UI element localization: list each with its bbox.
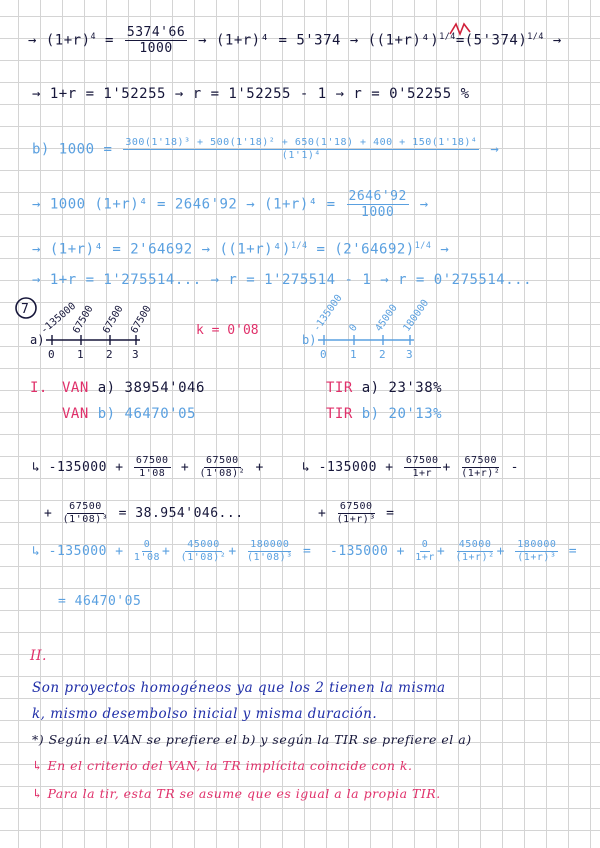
- part-b-lhs: 1000 =: [58, 141, 113, 158]
- left-calc-line-4: = 46470'05: [58, 594, 142, 609]
- left-calc-frac-1-num: 67500: [135, 455, 169, 466]
- part-b-label: b): [32, 141, 50, 158]
- section-ii-line-3: *) Según el VAN se prefiere el b) y según la TIR se prefiere el a): [32, 732, 472, 747]
- right-calc-line-1: ↳ -135000 + $\frac{67500}{1+r}$ + $\frac{67500}{\text{(1+r)²}}$ -: [302, 455, 519, 479]
- diagram-b-tick-3: 3: [406, 348, 413, 361]
- right-calc-line-3: -135000 + $\frac{0}{1+r}$ + $\frac{45000}{\text{(1+r)²}}$ + $\frac{180000}{\text{(1+r)³}}$ =: [330, 539, 578, 563]
- right-calc-l2-plus: +: [318, 506, 327, 521]
- eq1-exponent: 4: [90, 30, 97, 41]
- eq-line-1: [28, 26, 562, 55]
- diagram-a-value-0: -135000: [38, 300, 79, 337]
- left-calc-l2-plus: +: [44, 506, 53, 521]
- van-a-value: a) 38954'046: [97, 380, 205, 396]
- tir-b-label: TIR: [326, 406, 353, 422]
- diagram-a-label: a): [30, 333, 45, 347]
- part-b-fraction: [123, 138, 479, 161]
- van-a-row: [62, 380, 205, 396]
- left-calc-frac-3: [63, 502, 109, 525]
- diagram-b-tick-2: 2: [379, 348, 386, 361]
- left-calc-frac-5-num: 45000: [187, 539, 220, 550]
- right-calc-frac-2: [461, 456, 500, 479]
- left-calc-plus: +: [180, 460, 190, 475]
- part-b-line-4: → 1+r = 1'275514... → r = 1'275514 - 1 → r = 0'275514...: [32, 272, 533, 288]
- right-calc-frac-3-num: 67500: [339, 501, 373, 512]
- part-b-l2-tail: →: [419, 196, 429, 213]
- right-calc-frac-6: [515, 540, 558, 563]
- van-b-label: VAN: [62, 406, 89, 422]
- part-b-l3-text: → (1+r)⁴ = 2'64692 → ((1+r)⁴): [32, 241, 291, 258]
- left-calc-frac-4-den: 1'08: [133, 551, 161, 563]
- left-calc-frac-2: [200, 456, 246, 479]
- diagram-b-label: b): [302, 333, 317, 347]
- eq1-power: 1/4: [439, 30, 456, 41]
- right-calc-frac-1-den: 1+r: [412, 467, 432, 479]
- left-calc-frac-3-den: (1'08)³: [62, 513, 109, 525]
- left-calc-frac-2-num: 67500: [206, 455, 239, 466]
- eq1-numerator: 5374'66: [126, 25, 186, 40]
- diagram-a-value-1: 67500: [71, 303, 96, 336]
- tir-a-value: a) 23'38%: [361, 380, 443, 396]
- eq1-tail: →: [552, 32, 562, 49]
- right-calc-l2-equals: =: [386, 506, 395, 521]
- right-calc-frac-4: [415, 540, 435, 563]
- part-b-l2-text: → 1000 (1+r)⁴ = 2646'92 → (1+r)⁴ =: [32, 196, 336, 213]
- eq1-arrow: → (1+r): [28, 32, 91, 49]
- left-calc-line-3: ↳ -135000 + $\frac{0}{1'08}$ + $\frac{45000}{\text{(1'08)²}}$ + $\frac{180000}{\text{(1'08)³}}$ =: [32, 539, 312, 563]
- left-calc-frac-1: [134, 456, 171, 479]
- left-calc-line-2: [44, 502, 244, 525]
- section-ii-line-2: k, mismo desembolso inicial y misma duración.: [32, 706, 378, 722]
- eq-line-2: → 1+r = 1'52255 → r = 1'52255 - 1 → r = 0'52255 %: [32, 86, 470, 102]
- section-ii-line-1: Son proyectos homogéneos ya que los 2 tienen la misma: [32, 680, 446, 696]
- tir-b-row: [326, 406, 442, 422]
- left-calc-l1-tail: +: [255, 460, 264, 475]
- eq1-denominator: 1000: [139, 40, 173, 56]
- eq1-rest2: =(5'374): [455, 32, 528, 49]
- part-b-line-1: [32, 138, 499, 161]
- red-strikethrough-scribble: [448, 20, 472, 40]
- diagram-b-value-3: 180000: [401, 297, 432, 334]
- part-b-line-3: [32, 240, 449, 258]
- left-calc-frac-5-den: (1'08)²: [180, 551, 227, 563]
- part-b-denominator: (1'1)⁴: [281, 149, 321, 161]
- part-b-l2-fraction: [347, 190, 409, 219]
- left-calc-frac-6-den: (1'08)³: [246, 551, 293, 563]
- left-calc-frac-5: [181, 540, 227, 563]
- right-calc-frac-3: [337, 502, 376, 525]
- right-calc-l3-start: -135000 +: [330, 544, 405, 559]
- right-calc-frac-4-den: 1+r: [415, 551, 435, 563]
- right-calc-frac-5: [456, 540, 495, 563]
- left-calc-l3-equals: =: [302, 544, 312, 559]
- part-b-arrow: →: [490, 141, 500, 158]
- right-calc-l3-equals: =: [568, 544, 578, 559]
- part-b-l3-text-b: = (2'64692): [316, 241, 415, 258]
- diagram-b-tick-0: 0: [320, 348, 327, 361]
- diagram-b-value-2: 45000: [373, 302, 400, 334]
- left-calc-frac-6-num: 180000: [250, 539, 290, 550]
- left-calc-frac-2-den: (1'08)²: [199, 467, 246, 479]
- right-calc-frac-2-num: 67500: [464, 455, 498, 466]
- part-b-line-2: [32, 190, 429, 219]
- part-b-numerator: 300(1'18)³ + 500(1'18)² + 650(1'18) + 400 + 150(1'18)⁴: [125, 137, 478, 148]
- right-calc-frac-3-den: (1+r)³: [336, 513, 376, 525]
- van-b-value: b) 46470'05: [97, 406, 196, 422]
- tir-b-value: b) 20'13%: [361, 406, 443, 422]
- van-a-label: VAN: [62, 380, 89, 396]
- section-ii-numeral: II.: [30, 648, 48, 664]
- left-calc-l2-result: = 38.954'046...: [118, 506, 244, 521]
- section-ii-line-5: ↳ Para la tir, esta TR se asume que es igual a la propia TIR.: [32, 786, 441, 801]
- part-b-l2-denominator: 1000: [361, 204, 395, 220]
- left-calc-frac-6: [247, 540, 293, 563]
- part-b-l3-tail: →: [440, 241, 450, 258]
- diagram-a-value-3: 67500: [129, 303, 154, 336]
- section-ii-line-4: ↳ En el criterio del VAN, la TR implícita coincide con k.: [32, 758, 413, 773]
- part-b-l3-power: 1/4: [290, 240, 308, 250]
- right-calc-frac-5-num: 45000: [458, 539, 492, 550]
- section-i-numeral: I.: [30, 380, 48, 396]
- part-b-l2-numerator: 2646'92: [348, 189, 407, 204]
- diagram-a-tick-1: 1: [77, 348, 84, 361]
- part-b-l3-power2: 1/4: [414, 240, 432, 250]
- question-7-diagrams: [0, 290, 600, 370]
- eq1-power2: 1/4: [527, 30, 544, 41]
- right-calc-l1-start: ↳ -135000 +: [302, 460, 394, 475]
- tir-a-label: TIR: [326, 380, 353, 396]
- question-number: 7: [21, 302, 29, 317]
- left-calc-l3-start: ↳ -135000 +: [32, 544, 124, 559]
- diagram-b-value-0: -135000: [311, 292, 345, 334]
- right-calc-l1-tail: -: [510, 460, 519, 475]
- eq1-rest: → (1+r)⁴ = 5'374 → ((1+r)⁴): [198, 32, 440, 49]
- right-calc-line-2: [318, 502, 394, 525]
- discount-rate-label: k = 0'08: [196, 323, 259, 338]
- right-calc-frac-2-den: (1+r)²: [461, 467, 501, 479]
- right-calc-frac-6-den: (1+r)³: [517, 551, 557, 563]
- left-calc-frac-4-num: 0: [143, 539, 151, 550]
- diagram-a-tick-2: 2: [106, 348, 113, 361]
- diagram-b-value-1: 0: [347, 322, 360, 334]
- diagram-a-tick-0: 0: [48, 348, 55, 361]
- left-calc-frac-3-num: 67500: [69, 501, 102, 512]
- van-b-row: [62, 406, 196, 422]
- diagram-a-value-2: 67500: [101, 303, 126, 336]
- left-calc-frac-1-den: 1'08: [139, 467, 166, 479]
- left-calc-l1-start: ↳ -135000 +: [32, 460, 124, 475]
- right-calc-frac-1-num: 67500: [405, 455, 439, 466]
- left-calc-line-1: [32, 456, 264, 479]
- diagram-b-tick-1: 1: [350, 348, 357, 361]
- right-calc-frac-4-num: 0: [421, 539, 429, 550]
- right-calc-frac-6-num: 180000: [517, 539, 557, 550]
- left-calc-frac-4: [134, 540, 160, 563]
- eq1-fraction: [125, 26, 187, 55]
- eq1-equals: =: [105, 32, 114, 49]
- diagram-a-tick-3: 3: [132, 348, 139, 361]
- right-calc-frac-5-den: (1+r)²: [455, 551, 495, 563]
- tir-a-row: [326, 380, 442, 396]
- right-calc-frac-1: [404, 456, 441, 479]
